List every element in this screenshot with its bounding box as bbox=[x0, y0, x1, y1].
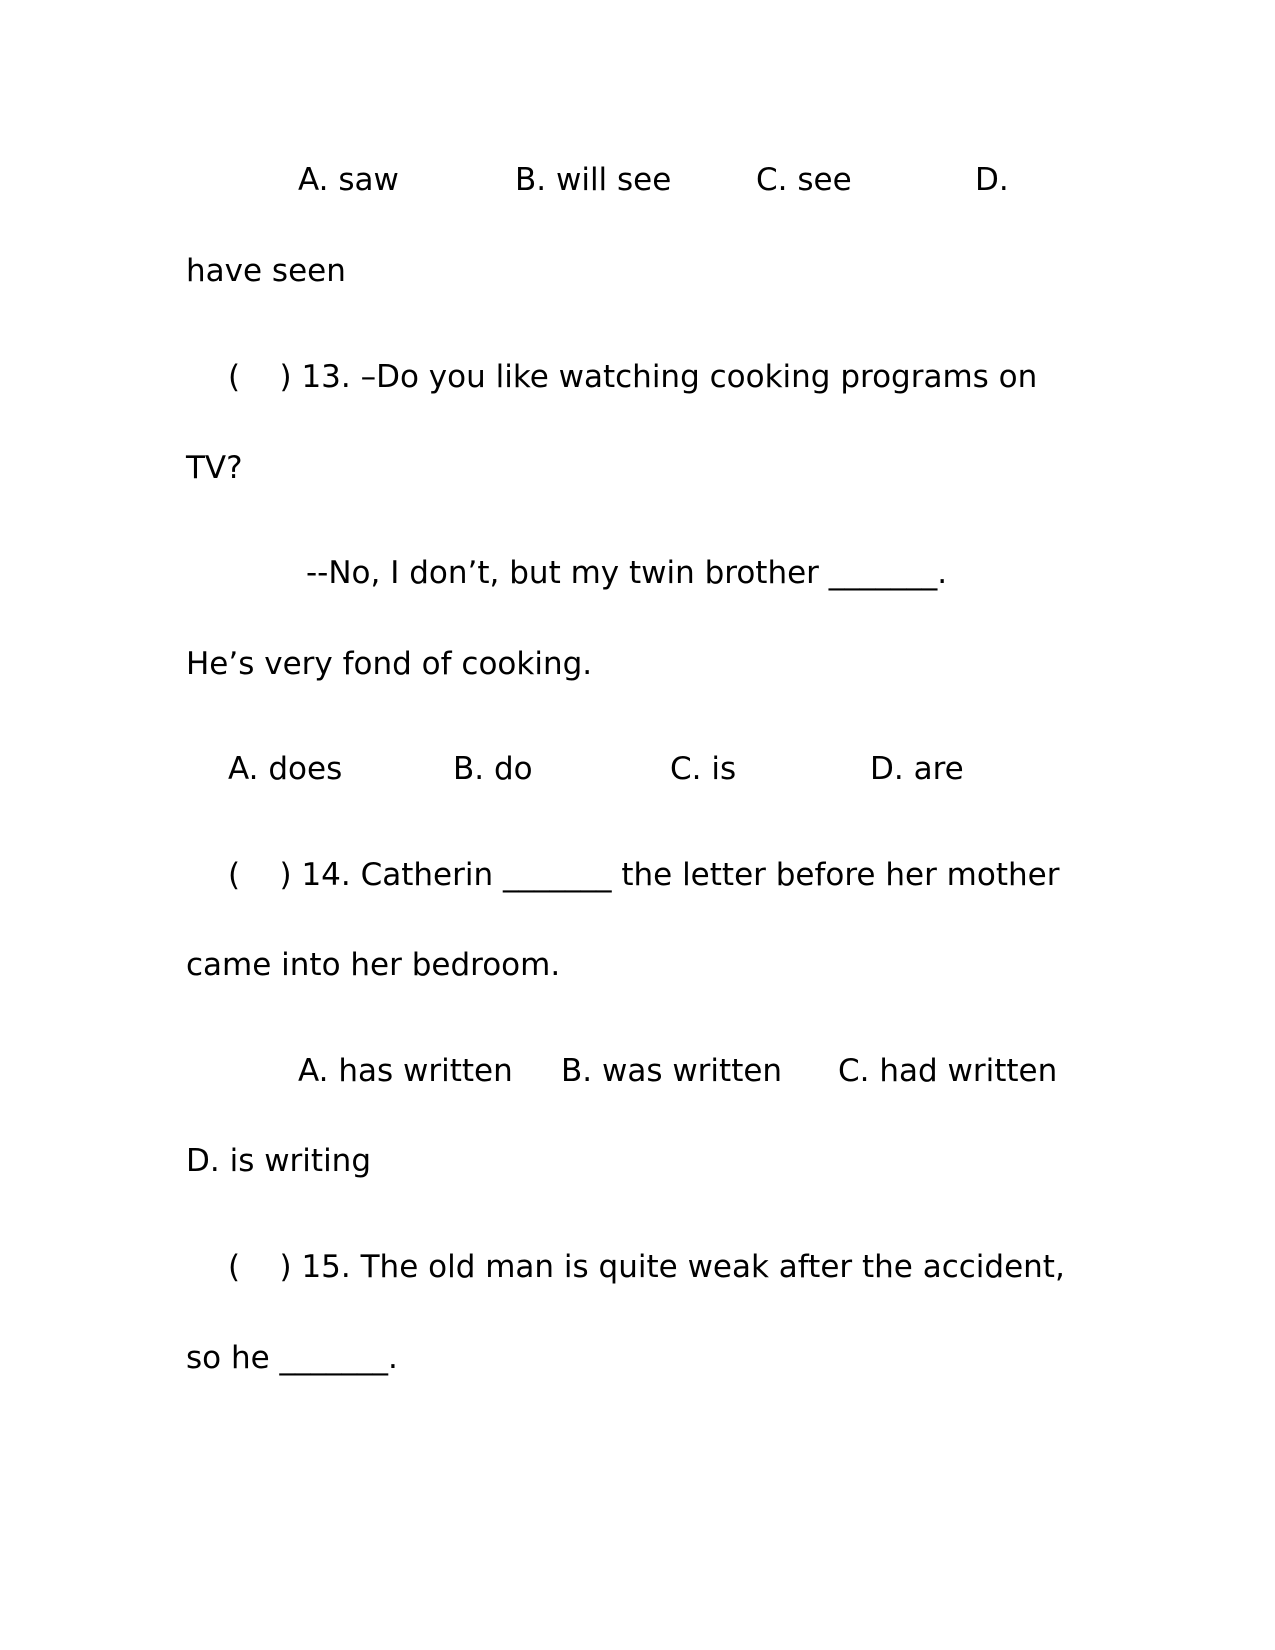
q13-option-d: D. are bbox=[870, 751, 964, 787]
q12-option-c: C. see bbox=[756, 162, 852, 198]
q13-answer-line-2: He’s very fond of cooking. bbox=[186, 646, 593, 682]
q15-stem-line-2: so he _______. bbox=[186, 1340, 398, 1376]
q15-stem-line-1: ( ) 15. The old man is quite weak after the accident, bbox=[228, 1249, 1065, 1285]
q14-stem-line-1: ( ) 14. Catherin _______ the letter before her mother bbox=[228, 857, 1060, 893]
q13-answer-line-1: --No, I don’t, but my twin brother _______. bbox=[306, 555, 948, 591]
q12-option-d-rest: have seen bbox=[186, 253, 346, 289]
q14-option-c: C. had written bbox=[838, 1053, 1058, 1089]
q13-option-c: C. is bbox=[670, 751, 737, 787]
q13-stem-line-2: TV? bbox=[186, 450, 243, 486]
q14-option-d: D. is writing bbox=[186, 1143, 372, 1179]
q13-option-b: B. do bbox=[453, 751, 533, 787]
q14-option-a: A. has written bbox=[298, 1053, 513, 1089]
q12-option-a: A. saw bbox=[298, 162, 399, 198]
q14-stem-line-2: came into her bedroom. bbox=[186, 947, 561, 983]
q13-option-a: A. does bbox=[228, 751, 343, 787]
q14-option-b: B. was written bbox=[561, 1053, 783, 1089]
q12-option-d-prefix: D. bbox=[975, 162, 1009, 198]
q12-option-b: B. will see bbox=[515, 162, 672, 198]
q13-stem-line-1: ( ) 13. –Do you like watching cooking programs on bbox=[228, 359, 1038, 395]
